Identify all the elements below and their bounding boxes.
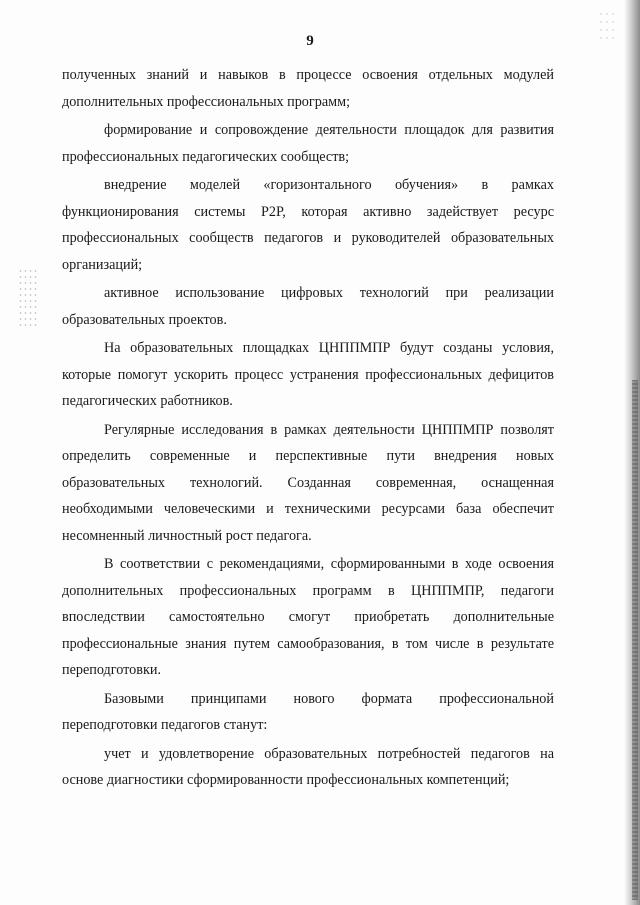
paragraph: учет и удовлетворение образовательных потребностей педагогов на основе диагностики сформированности профессиональных компетенций; xyxy=(62,745,554,788)
paragraph: формирование и сопровождение деятельности площадок для развития профессиональных педагогических сообществ; xyxy=(62,122,554,165)
paragraph: В соответствии с рекомендациями, сформированными в ходе освоения дополнительных профессиональных программ в ЦНППМПР, педагоги впоследствии самостоятельно смогут приобретать дополнительные профессиональные знания путем самообразования, в том числе в результате переподготовки. xyxy=(62,556,554,678)
paragraph: На образовательных площадках ЦНППМПР будут созданы условия, которые помогут ускорить процесс устранения профессиональных дефицитов педагогических работников. xyxy=(62,340,554,409)
paragraph: Базовыми принципами нового формата профессиональной переподготовки педагогов станут: xyxy=(62,690,554,733)
page-number: 9 xyxy=(306,33,314,49)
scan-edge-shadow xyxy=(624,0,640,905)
paragraph: активное использование цифровых технологий при реализации образовательных проектов. xyxy=(62,285,554,328)
scan-noise xyxy=(18,268,38,328)
paragraph: Регулярные исследования в рамках деятельности ЦНППМПР позволят определить современные и перспективные пути внедрения новых образовательных технологий. Созданная современная, оснащенная необходимыми человеческими и техническими ресурсами база обеспечит несомненный личностный рост педагога. xyxy=(62,421,554,544)
paragraph-continuation: полученных знаний и навыков в процессе освоения отдельных модулей дополнительных профессиональных программ; xyxy=(62,67,554,110)
paragraph: внедрение моделей «горизонтального обучения» в рамках функционирования системы P2P, которая активно задействует ресурс профессиональных сообществ педагогов и руководителей образовательных организаций; xyxy=(62,177,554,273)
body-text xyxy=(62,62,554,794)
